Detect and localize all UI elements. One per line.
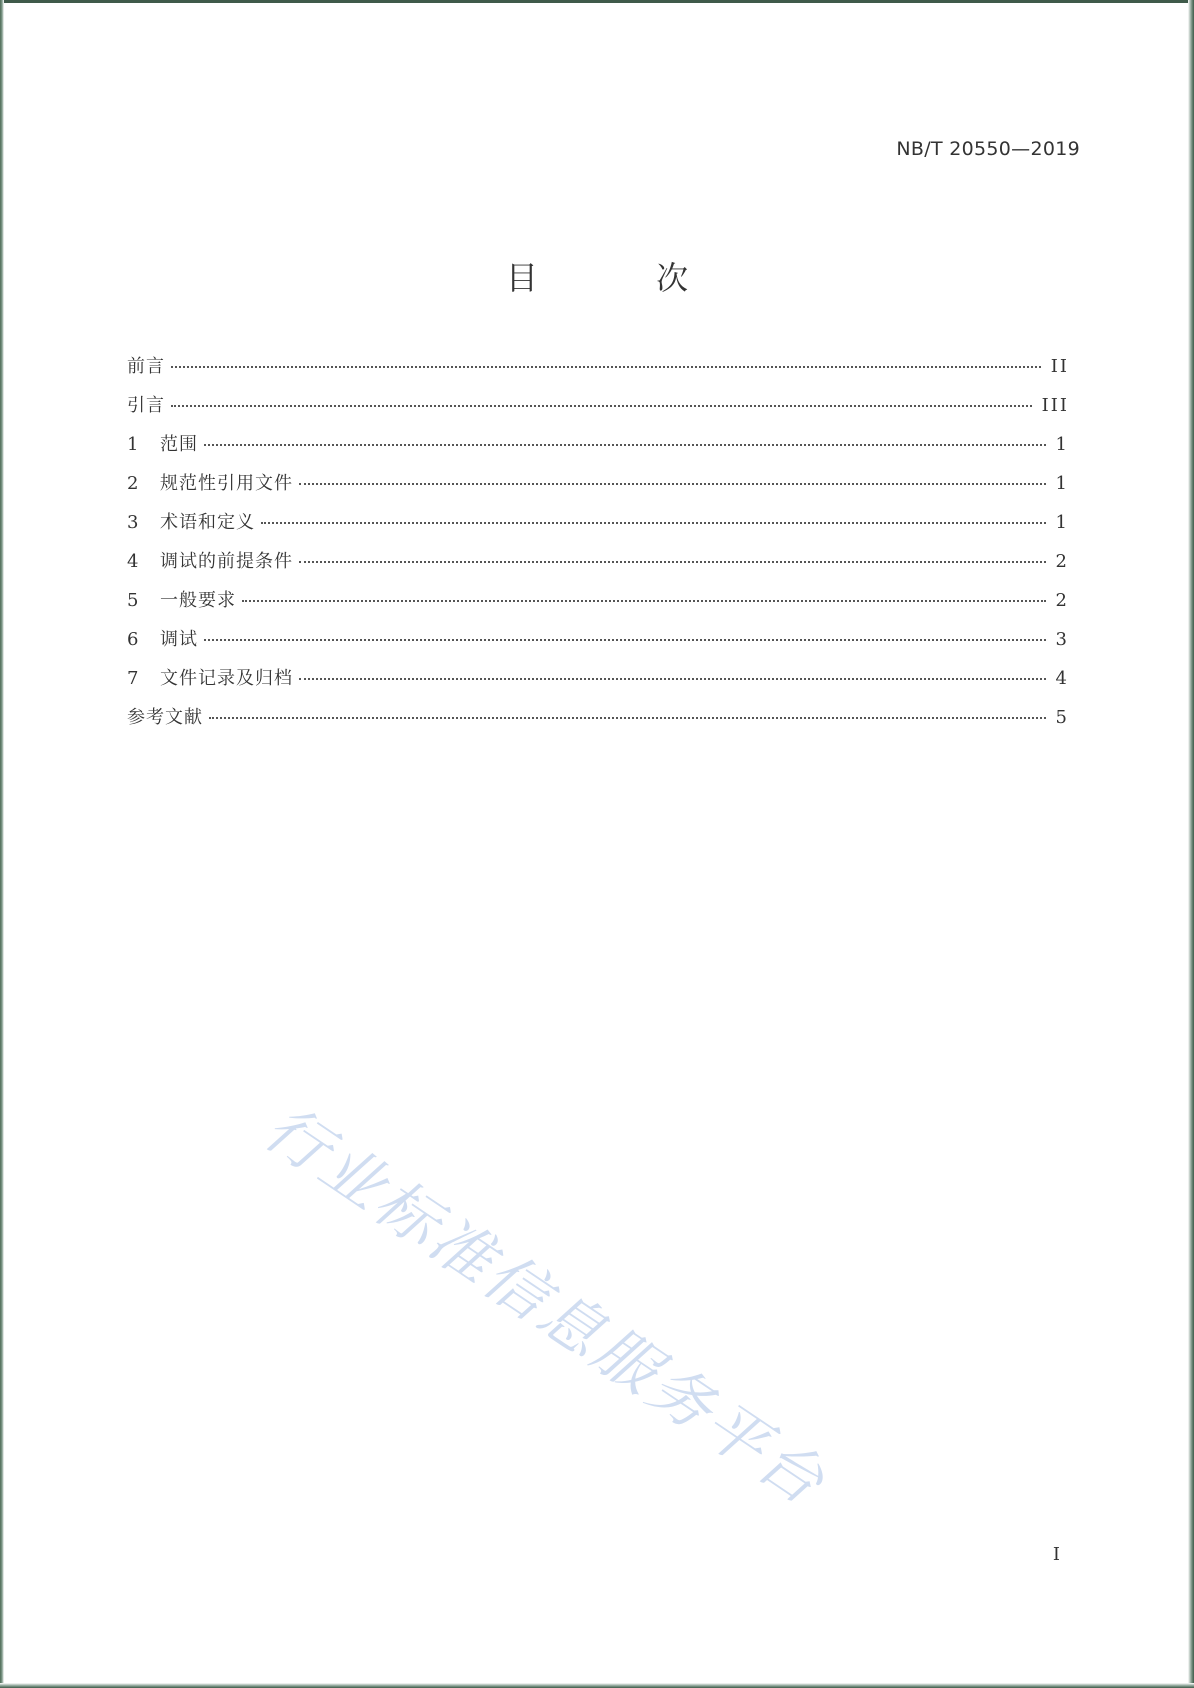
toc-leader-dots — [299, 678, 1046, 680]
standard-code: NB/T 20550—2019 — [896, 138, 1080, 160]
toc-entry-prerequisites[interactable] — [127, 547, 1069, 586]
toc-leader-dots — [242, 600, 1046, 602]
toc-leader-dots — [261, 522, 1046, 524]
toc-entry-scope[interactable] — [127, 430, 1069, 469]
toc-entry-number: 4 — [127, 551, 139, 572]
toc-entry-general-requirements[interactable] — [127, 586, 1069, 625]
toc-entry-page: 2 — [1055, 551, 1069, 572]
toc-entry-bibliography[interactable] — [127, 703, 1069, 742]
toc-entry-normative-references[interactable] — [127, 469, 1069, 508]
toc-entry-introduction[interactable] — [127, 391, 1069, 430]
toc-entry-number: 6 — [127, 629, 139, 650]
toc-entry-label: 调试的前提条件 — [160, 551, 293, 572]
toc-leader-dots — [299, 561, 1046, 563]
toc-entry-page: II — [1050, 356, 1069, 377]
toc-entry-label: 参考文献 — [127, 707, 203, 728]
toc-leader-dots — [171, 405, 1032, 407]
toc-entry-terms-definitions[interactable] — [127, 508, 1069, 547]
toc-entry-label: 引言 — [127, 395, 165, 416]
scan-edge-top — [0, 0, 1194, 3]
toc-entry-commissioning[interactable] — [127, 625, 1069, 664]
toc-leader-dots — [299, 483, 1046, 485]
toc-entry-page: 1 — [1055, 473, 1069, 494]
toc-entry-page: 2 — [1055, 590, 1069, 611]
toc-entry-page: 1 — [1055, 434, 1069, 455]
toc-entry-foreword[interactable] — [127, 352, 1069, 391]
toc-entry-page: 3 — [1055, 629, 1069, 650]
toc-entry-label: 前言 — [127, 356, 165, 377]
toc-entry-number: 5 — [127, 590, 139, 611]
toc-title: 目 次 — [505, 259, 743, 297]
page-number: I — [1052, 1544, 1060, 1565]
table-of-contents — [127, 352, 1069, 742]
toc-leader-dots — [204, 444, 1046, 446]
toc-entry-number: 3 — [127, 512, 139, 533]
toc-entry-label: 术语和定义 — [160, 512, 255, 533]
toc-entry-page: 5 — [1055, 707, 1069, 728]
toc-leader-dots — [209, 717, 1046, 719]
toc-entry-number: 7 — [127, 668, 139, 689]
scan-edge-bottom — [0, 1683, 1194, 1688]
toc-leader-dots — [204, 639, 1046, 641]
toc-entry-label: 一般要求 — [160, 590, 236, 611]
watermark-text: 行业标准信息服务平台 — [251, 1090, 840, 1521]
toc-entry-label: 范围 — [160, 434, 198, 455]
toc-entry-label: 规范性引用文件 — [160, 473, 293, 494]
toc-entry-number: 2 — [127, 473, 139, 494]
toc-leader-dots — [171, 366, 1041, 368]
toc-entry-number: 1 — [127, 434, 139, 455]
toc-entry-label: 文件记录及归档 — [160, 668, 293, 689]
toc-entry-records-archiving[interactable] — [127, 664, 1069, 703]
toc-entry-page: 1 — [1055, 512, 1069, 533]
toc-entry-label: 调试 — [160, 629, 198, 650]
toc-entry-page: III — [1041, 395, 1069, 416]
toc-entry-page: 4 — [1055, 668, 1069, 689]
